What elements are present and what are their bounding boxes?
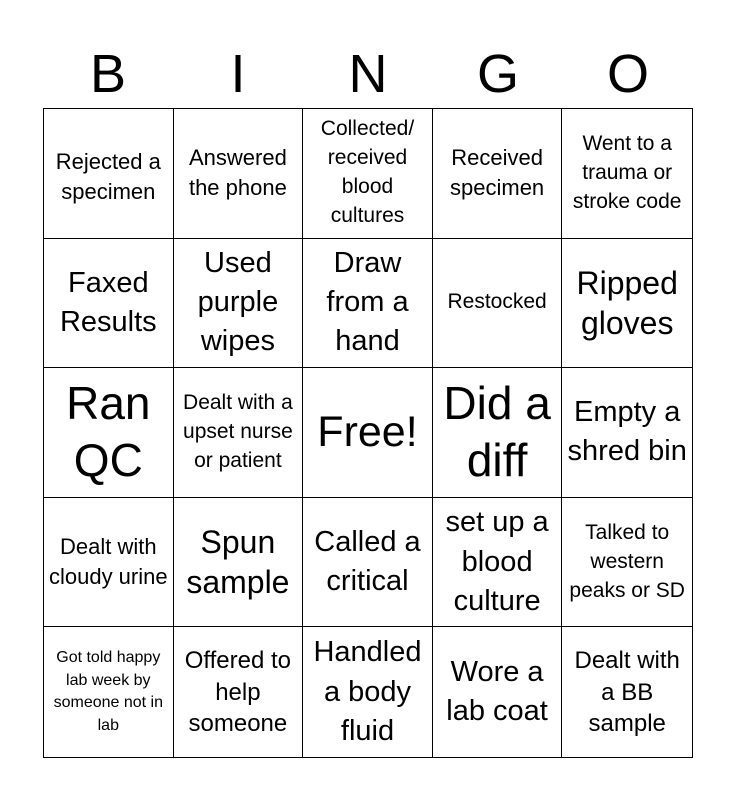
cell-label: Got told happy lab week by someone not in lab	[53, 649, 163, 734]
bingo-cell-r3-c4[interactable]	[433, 368, 563, 498]
bingo-cell-r4-c1[interactable]	[44, 498, 174, 628]
bingo-cell-r5-c5[interactable]	[562, 627, 692, 757]
cell-label: Did a diff	[443, 376, 551, 487]
header-letter-g: G	[476, 44, 519, 104]
cell-label: Talked to western peaks or SD	[569, 520, 685, 602]
cell-label: Went to a trauma or stroke code	[572, 131, 682, 213]
bingo-cell-r2-c5[interactable]	[562, 239, 692, 369]
bingo-cell-r1-c2[interactable]	[174, 109, 304, 239]
cell-label: Used purple wipes	[197, 247, 279, 358]
cell-label: Rejected a specimen	[55, 148, 161, 205]
bingo-cell-r1-c5[interactable]	[562, 109, 692, 239]
bingo-cell-r2-c3[interactable]	[303, 239, 433, 369]
bingo-cell-r5-c3[interactable]	[303, 627, 433, 757]
bingo-cell-r3-c5[interactable]	[562, 368, 692, 498]
cell-label: Offered to help someone	[184, 647, 292, 737]
header-letter-n: N	[348, 44, 388, 104]
cell-label: Ran QC	[66, 376, 151, 487]
cell-label: set up a blood culture	[445, 506, 549, 617]
bingo-cell-r4-c3[interactable]	[303, 498, 433, 628]
cell-label: Faxed Results	[59, 266, 157, 338]
cell-label: Received specimen	[450, 144, 545, 201]
bingo-cell-r4-c2[interactable]	[174, 498, 304, 628]
bingo-cell-r2-c2[interactable]	[174, 239, 304, 369]
bingo-grid	[43, 108, 693, 758]
cell-label: Dealt with a upset nurse or patient	[183, 391, 293, 472]
bingo-cell-r5-c1[interactable]	[44, 627, 174, 757]
bingo-cell-r4-c4[interactable]	[433, 498, 563, 628]
cell-label: Ripped gloves	[576, 264, 678, 341]
header-letter-o: O	[606, 44, 649, 104]
cell-label: Called a critical	[314, 525, 421, 598]
cell-label: Handled a body fluid	[313, 636, 422, 747]
bingo-header	[43, 40, 693, 108]
cell-label: Dealt with cloudy urine	[48, 533, 168, 590]
cell-label: Spun sample	[186, 524, 290, 601]
bingo-cell-r5-c4[interactable]	[433, 627, 563, 757]
header-letter-b: B	[89, 44, 127, 104]
bingo-cell-r3-c1[interactable]	[44, 368, 174, 498]
bingo-cell-r4-c5[interactable]	[562, 498, 692, 628]
bingo-cell-r1-c4[interactable]	[433, 109, 563, 239]
cell-label: Draw from a hand	[326, 247, 409, 358]
cell-label: Wore a lab coat	[446, 656, 548, 728]
cell-label: Empty a shred bin	[567, 396, 687, 468]
bingo-cell-r1-c3[interactable]	[303, 109, 433, 239]
bingo-cell-r3-c2[interactable]	[174, 368, 304, 498]
bingo-cell-r5-c2[interactable]	[174, 627, 304, 757]
free-space-label: Free!	[317, 407, 418, 456]
bingo-cell-r1-c1[interactable]	[44, 109, 174, 239]
bingo-cell-r2-c1[interactable]	[44, 239, 174, 369]
cell-label: Collected/ received blood cultures	[320, 117, 415, 228]
cell-label: Answered the phone	[188, 144, 287, 201]
cell-label: Dealt with a BB sample	[574, 647, 680, 737]
bingo-cell-free-space[interactable]	[303, 368, 433, 498]
bingo-cell-r2-c4[interactable]	[433, 239, 563, 369]
cell-label: Restocked	[447, 290, 547, 314]
header-letter-i: I	[230, 44, 246, 104]
